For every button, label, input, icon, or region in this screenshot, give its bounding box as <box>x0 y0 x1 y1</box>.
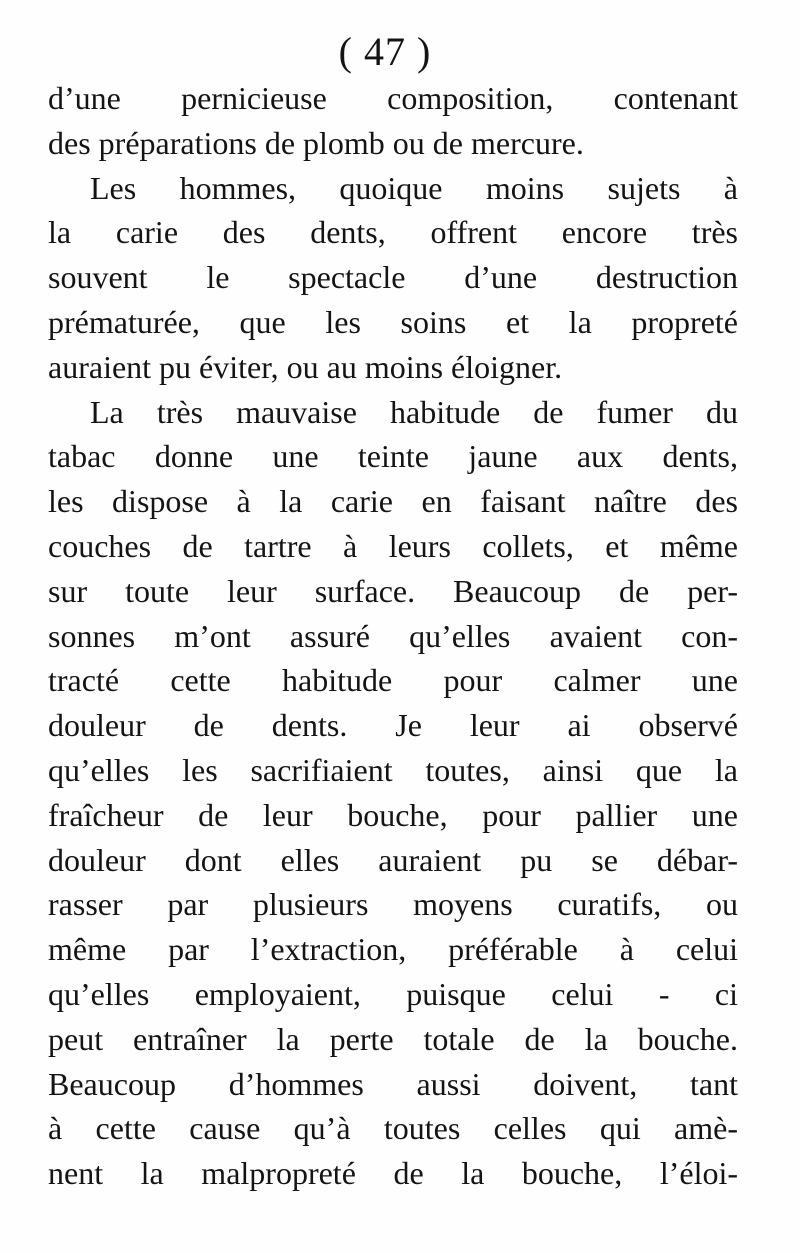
text-line: nent la malpropreté de la bouche, l’éloi- <box>48 1155 738 1192</box>
text-line: tabac donne une teinte jaune aux dents, <box>48 438 738 475</box>
text-line: peut entraîner la perte totale de la bouche. <box>48 1020 738 1057</box>
text-line: douleur de dents. Je leur ai observé <box>48 707 738 744</box>
text-line: sur toute leur surface. Beaucoup de per- <box>48 572 738 609</box>
text-line: même par l’extraction, préférable à celui <box>48 931 738 968</box>
page-number: ( 47 ) <box>338 29 432 74</box>
paragraph-start-line: La très mauvaise habitude de fumer du <box>90 393 738 430</box>
text-line: la carie des dents, offrent encore très <box>48 214 738 251</box>
text-line: couches de tartre à leurs collets, et même <box>48 527 738 564</box>
text-line: qu’elles les sacrifiaient toutes, ainsi que la <box>48 751 738 788</box>
text-line: sonnes m’ont assuré qu’elles avaient con- <box>48 617 738 654</box>
text-line: douleur dont elles auraient pu se débar- <box>48 841 738 878</box>
text-line: rasser par plusieurs moyens curatifs, ou <box>48 886 738 923</box>
text-line: d’une pernicieuse composition, contenant <box>48 80 738 116</box>
body-text <box>48 76 738 1196</box>
text-line: Beaucoup d’hommes aussi doivent, tant <box>48 1065 738 1102</box>
text-line: à cette cause qu’à toutes celles qui amè- <box>48 1110 738 1147</box>
text-line: auraient pu éviter, ou au moins éloigner. <box>48 348 563 385</box>
paragraph-start-line: Les hommes, quoique moins sujets à <box>90 169 738 206</box>
text-line: fraîcheur de leur bouche, pour pallier une <box>48 796 738 833</box>
text-line: prématurée, que les soins et la propreté <box>48 303 738 340</box>
text-line: des préparations de plomb ou de mercure. <box>48 124 584 161</box>
text-line: les dispose à la carie en faisant naître des <box>48 483 738 520</box>
text-line: qu’elles employaient, puisque celui - ci <box>48 975 738 1012</box>
text-line: souvent le spectacle d’une destruction <box>48 259 738 296</box>
text-line: tracté cette habitude pour calmer une <box>48 662 738 699</box>
